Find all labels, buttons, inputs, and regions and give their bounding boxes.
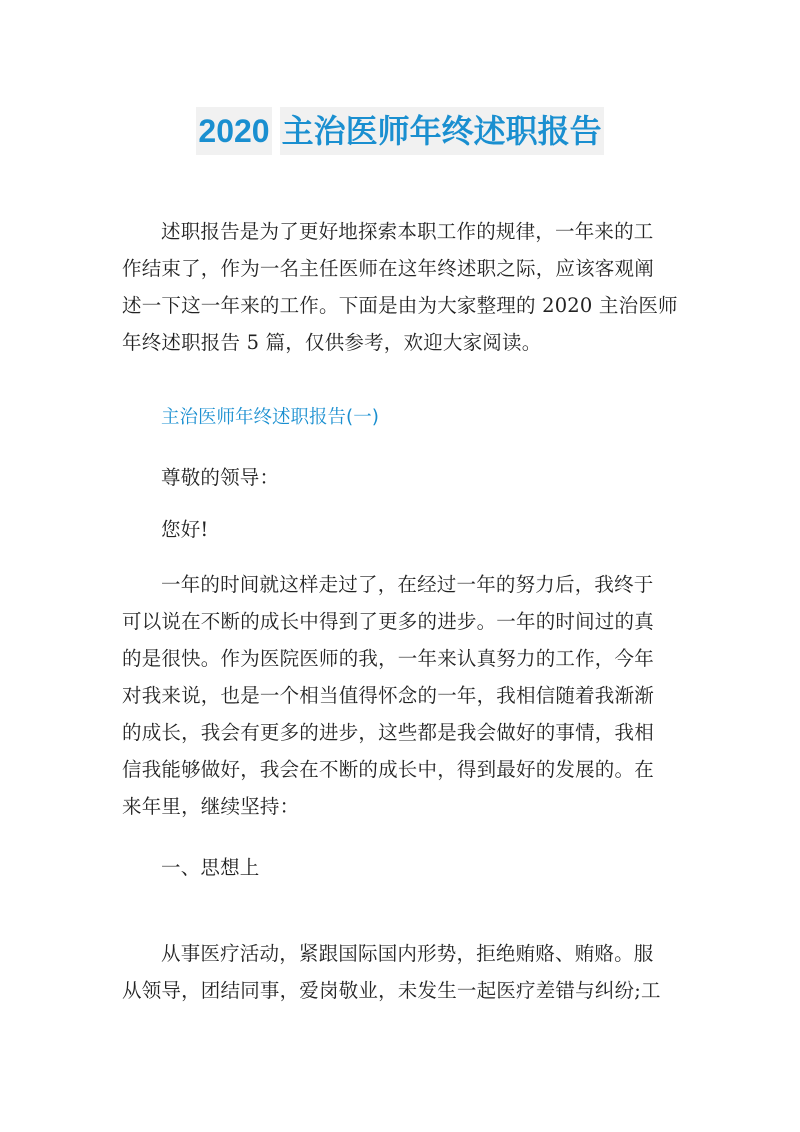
body-line: 信我能够做好，我会在不断的成长中，得到最好的发展的。在 xyxy=(122,758,654,781)
body-line: 的成长，我会有更多的进步，这些都是我会做好的事情，我相 xyxy=(122,721,654,744)
page-title xyxy=(0,107,800,155)
greeting: 您好! xyxy=(161,518,209,541)
body-line: 对我来说，也是一个相当值得怀念的一年，我相信随着我渐渐 xyxy=(122,684,654,707)
title-text: 主治医师年终述职报告 xyxy=(280,107,604,155)
final-line: 从事医疗活动，紧跟国际国内形势，拒绝贿赂、贿赂。服 xyxy=(161,942,654,965)
body-line: 来年里，继续坚持： xyxy=(122,795,300,818)
salutation: 尊敬的领导： xyxy=(161,466,280,489)
body-line: 可以说在不断的成长中得到了更多的进步。一年的时间过的真 xyxy=(122,610,654,633)
body-line: 的是很快。作为医院医师的我，一年来认真努力的工作，今年 xyxy=(122,647,654,670)
subheading: 一、思想上 xyxy=(161,856,260,879)
intro-line: 作结束了，作为一名主任医师在这年终述职之际，应该客观阐 xyxy=(122,257,654,280)
intro-line: 述一下这一年来的工作。下面是由为大家整理的 2020 主治医师 xyxy=(122,294,678,317)
intro-line: 述职报告是为了更好地探索本职工作的规律，一年来的工 xyxy=(161,220,654,243)
section-heading: 主治医师年终述职报告(一) xyxy=(161,407,379,428)
body-line: 一年的时间就这样走过了，在经过一年的努力后，我终于 xyxy=(161,573,654,596)
final-line: 从领导，团结同事，爱岗敬业，未发生一起医疗差错与纠纷;工 xyxy=(122,979,661,1002)
intro-line: 年终述职报告 5 篇，仅供参考，欢迎大家阅读。 xyxy=(122,331,542,354)
title-year: 2020 xyxy=(196,107,271,155)
